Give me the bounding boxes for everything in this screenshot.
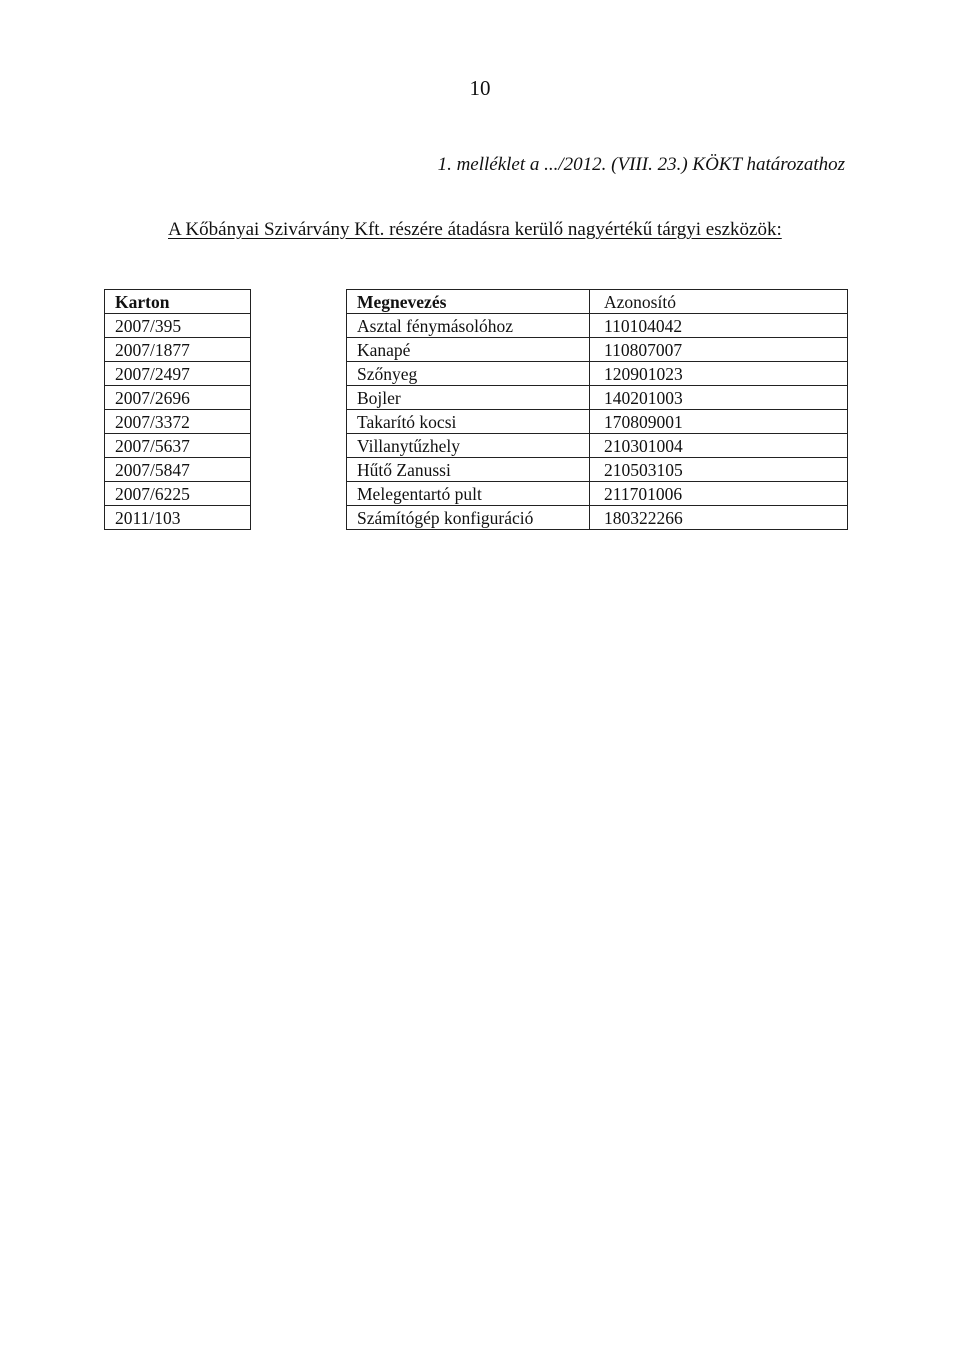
- column-gap: [251, 290, 347, 314]
- azonosito-cell: 210301004: [590, 434, 848, 458]
- column-gap: [251, 338, 347, 362]
- karton-cell: 2007/2696: [105, 386, 251, 410]
- table-row: [105, 506, 848, 530]
- karton-cell: 2007/395: [105, 314, 251, 338]
- table-row: [105, 434, 848, 458]
- megnevezes-cell: Bojler: [347, 386, 590, 410]
- header-karton: Karton: [105, 290, 251, 314]
- megnevezes-cell: Hűtő Zanussi: [347, 458, 590, 482]
- karton-cell: 2007/3372: [105, 410, 251, 434]
- column-gap: [251, 506, 347, 530]
- azonosito-cell: 140201003: [590, 386, 848, 410]
- intro-heading: A Kőbányai Szivárvány Kft. részére átadásra kerülő nagyértékű tárgyi eszközök:: [168, 219, 782, 240]
- azonosito-cell: 211701006: [590, 482, 848, 506]
- column-gap: [251, 434, 347, 458]
- megnevezes-cell: Villanytűzhely: [347, 434, 590, 458]
- asset-table: [104, 289, 848, 530]
- column-gap: [251, 362, 347, 386]
- megnevezes-cell: Számítógép konfiguráció: [347, 506, 590, 530]
- azonosito-cell: 110807007: [590, 338, 848, 362]
- azonosito-cell: 210503105: [590, 458, 848, 482]
- azonosito-cell: 110104042: [590, 314, 848, 338]
- karton-cell: 2007/5637: [105, 434, 251, 458]
- megnevezes-cell: Szőnyeg: [347, 362, 590, 386]
- table-row: [105, 362, 848, 386]
- column-gap: [251, 410, 347, 434]
- karton-cell: 2007/1877: [105, 338, 251, 362]
- table-row: [105, 338, 848, 362]
- azonosito-cell: 180322266: [590, 506, 848, 530]
- megnevezes-cell: Asztal fénymásolóhoz: [347, 314, 590, 338]
- column-gap: [251, 458, 347, 482]
- column-gap: [251, 314, 347, 338]
- column-gap: [251, 386, 347, 410]
- table-row: [105, 458, 848, 482]
- azonosito-cell: 120901023: [590, 362, 848, 386]
- table-row: [105, 314, 848, 338]
- karton-cell: 2007/6225: [105, 482, 251, 506]
- table-header-row: [105, 290, 848, 314]
- megnevezes-cell: Kanapé: [347, 338, 590, 362]
- karton-cell: 2007/2497: [105, 362, 251, 386]
- karton-cell: 2011/103: [105, 506, 251, 530]
- header-megnevezes: Megnevezés: [347, 290, 590, 314]
- megnevezes-cell: Takarító kocsi: [347, 410, 590, 434]
- header-azonosito: Azonosító: [590, 290, 848, 314]
- column-gap: [251, 482, 347, 506]
- table-row: [105, 386, 848, 410]
- table-row: [105, 482, 848, 506]
- karton-cell: 2007/5847: [105, 458, 251, 482]
- table-row: [105, 410, 848, 434]
- azonosito-cell: 170809001: [590, 410, 848, 434]
- annex-reference: 1. melléklet a .../2012. (VIII. 23.) KÖKT határozathoz: [437, 154, 845, 175]
- page-number: 10: [469, 76, 491, 100]
- megnevezes-cell: Melegentartó pult: [347, 482, 590, 506]
